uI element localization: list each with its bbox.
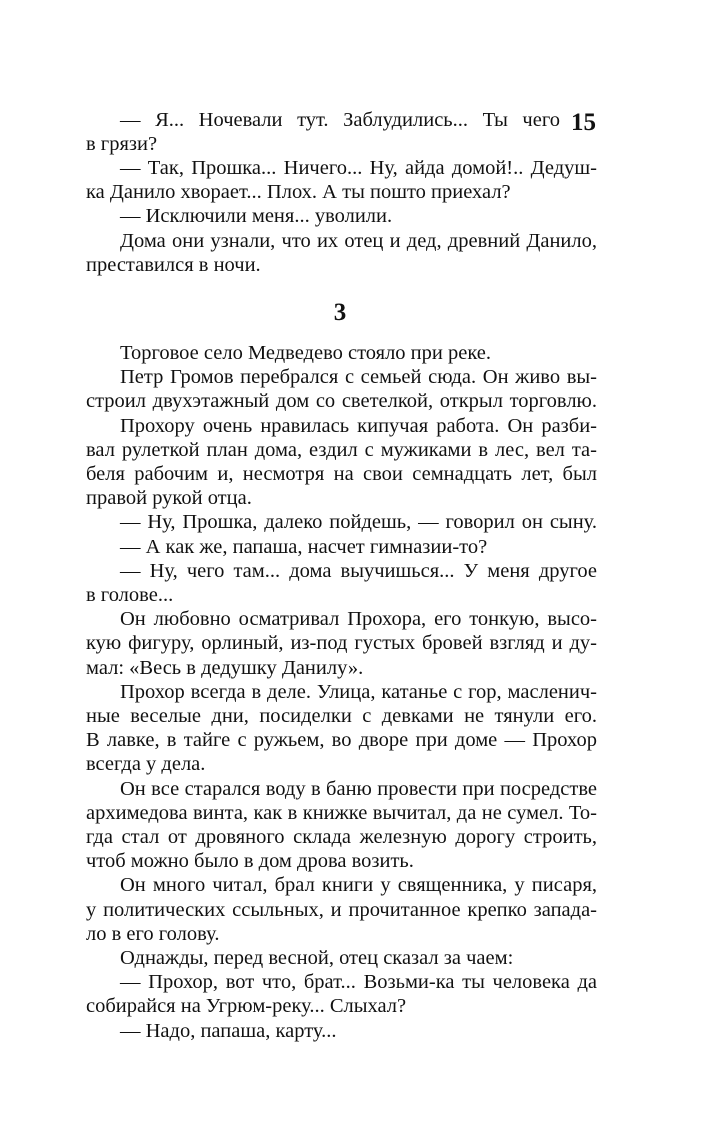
- text-line: строил двухэтажный дом со светелкой, открыл торговлю.: [86, 390, 597, 412]
- text-line: у политических ссыльных, и прочитанное крепко запада-: [86, 899, 597, 921]
- text-line: — Ну, чего там... дома выучишься... У меня другое: [120, 560, 597, 582]
- text-line: — Ну, Прошка, далеко пойдешь, — говорил он сыну.: [120, 511, 597, 533]
- text-line: — Прохор, вот что, брат... Возьми-ка ты человека да: [120, 971, 597, 993]
- text-line: — Я... Ночевали тут. Заблудились... Ты чего: [120, 109, 560, 131]
- text-line: архимедова винта, как в книжке вычитал, да не сумел. То-: [86, 802, 597, 824]
- text-line: кую фигуру, орлиный, из-под густых бровей взгляд и ду-: [86, 632, 597, 654]
- text-line: Он любовно осматривал Прохора, его тонкую, высо-: [120, 608, 597, 630]
- text-line: гда стал от дровяного склада железную дорогу строить,: [86, 826, 597, 848]
- text-line: беля рабочим и, несмотря на свои семнадцать лет, был: [86, 463, 597, 485]
- text-line: Петр Громов перебрался с семьей сюда. Он живо вы-: [120, 366, 597, 388]
- text-line: В лавке, в тайге с ружьем, во дворе при доме — Прохор: [86, 729, 597, 751]
- text-line: правой рукой отца.: [86, 487, 252, 509]
- text-line: — Исключили меня... уволили.: [120, 205, 393, 227]
- text-line: Он все старался воду в баню провести при посредстве: [120, 778, 597, 800]
- text-line: преставился в ночи.: [86, 254, 261, 276]
- text-line: собирайся на Угрюм-реку... Слыхал?: [86, 995, 407, 1017]
- text-line: Прохору очень нравилась кипучая работа. Он разби-: [120, 415, 597, 437]
- text-line: всегда у дела.: [86, 753, 206, 775]
- text-line: ка Данило хворает... Плох. А ты пошто приехал?: [86, 181, 511, 203]
- text-line: Однажды, перед весной, отец сказал за чаем:: [120, 947, 514, 969]
- text-line: — А как же, папаша, насчет гимназии-то?: [120, 536, 488, 558]
- text-line: — Так, Прошка... Ничего... Ну, айда домой!.. Дедуш-: [120, 157, 597, 179]
- chapter-number: 3: [333, 299, 347, 326]
- page-number: 15: [571, 109, 596, 136]
- text-line: — Надо, папаша, карту...: [120, 1020, 337, 1042]
- text-line: чтоб можно было в дом дрова возить.: [86, 850, 414, 872]
- text-line: Он много читал, брал книги у священника, у писаря,: [120, 874, 597, 896]
- text-line: Торговое село Медведево стояло при реке.: [120, 342, 492, 364]
- text-line: в грязи?: [86, 133, 158, 155]
- text-line: ло в его голову.: [86, 923, 220, 945]
- text-line: вал рулеткой план дома, ездил с мужиками в лес, вел та-: [86, 439, 597, 461]
- text-line: в голове...: [86, 584, 174, 606]
- text-line: ные веселые дни, посиделки с девками не тянули его.: [86, 705, 597, 727]
- text-line: мал: «Весь в дедушку Данилу».: [86, 657, 364, 679]
- text-line: Дома они узнали, что их отец и дед, древний Данило,: [120, 230, 597, 252]
- text-line: Прохор всегда в деле. Улица, катанье с гор, масленич-: [120, 681, 597, 703]
